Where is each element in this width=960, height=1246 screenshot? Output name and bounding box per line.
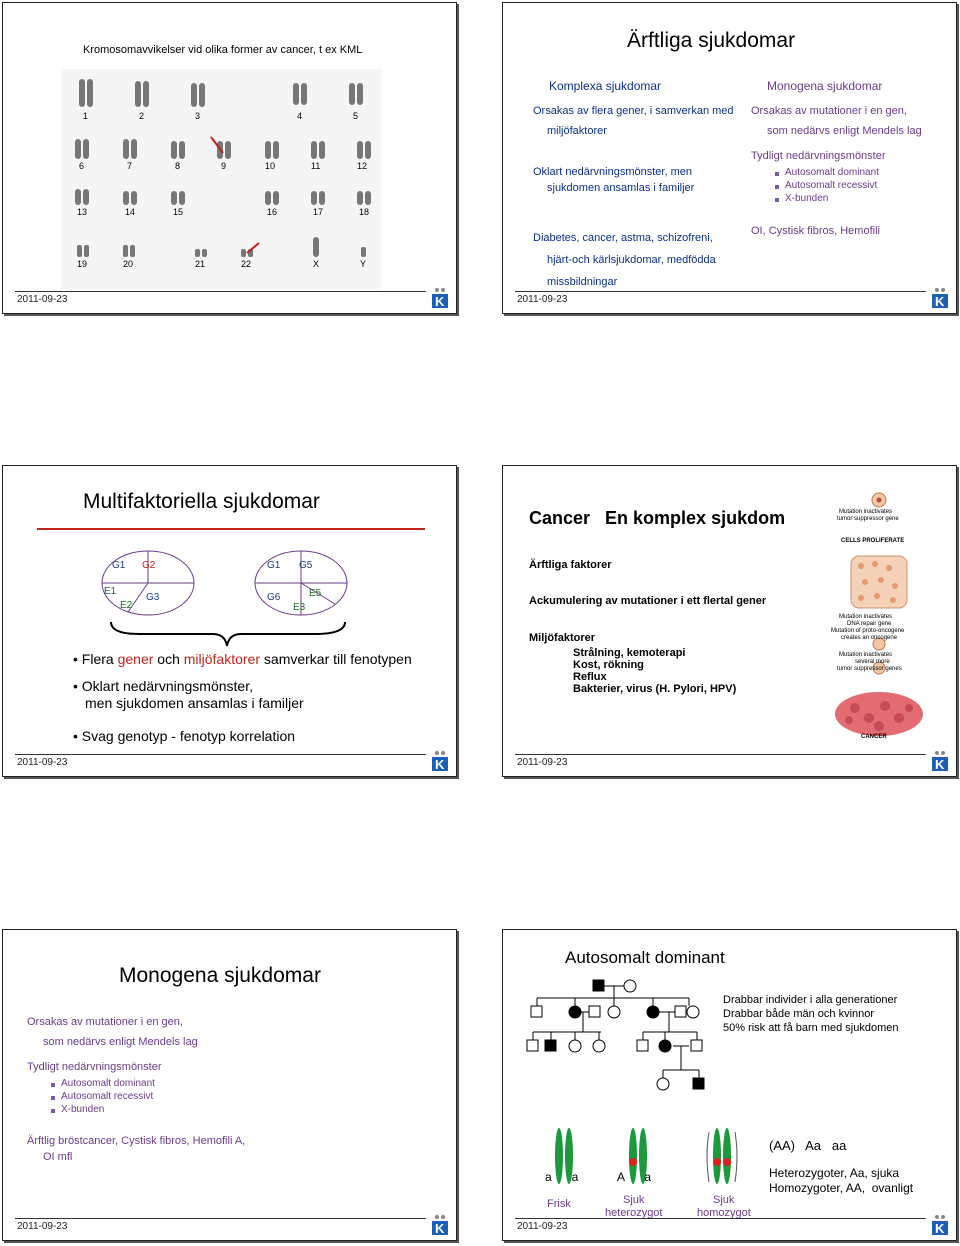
svg-text:K: K — [935, 1221, 945, 1236]
slide-title: Monogena sjukdomar — [119, 964, 321, 987]
right-line: Tydligt nedärvningsmönster — [751, 150, 886, 162]
footer-line — [15, 291, 426, 292]
slide-monogena — [2, 929, 457, 1241]
k-logo — [430, 1214, 450, 1236]
figure-label: tumor suppressor gene — [837, 516, 899, 522]
karyotype-image — [61, 69, 381, 289]
pie-label: E5 — [309, 588, 322, 599]
alleles-frisk: a a — [545, 1170, 579, 1184]
chrom-label: Y — [360, 259, 367, 269]
left-line: miljöfaktorer — [547, 125, 607, 137]
chrom-label: 19 — [77, 259, 88, 269]
k-logo — [930, 750, 950, 772]
pie-label: G3 — [146, 592, 160, 603]
chrom-label: 17 — [313, 207, 324, 217]
right-line: Orsakas av mutationer i en gen, — [751, 105, 907, 117]
left-heading: Komplexa sjukdomar — [549, 79, 662, 93]
svg-text:K: K — [435, 294, 445, 309]
text: och — [153, 651, 184, 667]
slide-title: Kromosomavvikelser vid olika former av cancer, t ex KML — [83, 44, 363, 56]
alleles-heterozygot: A a — [617, 1170, 652, 1184]
right-line: som nedärvs enligt Mendels lag — [767, 125, 922, 137]
slide-multifaktoriella — [2, 465, 457, 777]
slide-date: 2011-09-23 — [517, 294, 568, 305]
slide-cancer — [502, 465, 957, 777]
text-line: Heterozygoter, Aa, sjuka — [769, 1166, 900, 1180]
text: Flera — [81, 651, 118, 667]
pie-label: E3 — [293, 602, 306, 613]
chrom-label: 4 — [297, 111, 303, 121]
figure-label: tumor suppressor genes — [837, 666, 902, 672]
figure-label: Mutation inactivates — [839, 509, 893, 515]
chrom-label: 3 — [195, 111, 201, 121]
left-line: hjärt-och kärlsjukdomar, medfödda — [547, 254, 716, 266]
figure-label: DNA repair gene — [847, 621, 892, 627]
bullet-1: • Flera gener och miljöfaktorer samverkar till fenotypen — [73, 651, 412, 667]
chrom-label: 12 — [357, 161, 368, 171]
sub-line: X-bunden — [61, 1104, 105, 1115]
chrom-label: 21 — [195, 259, 206, 269]
text: samverkar till fenotypen — [260, 651, 412, 667]
text-line: som nedärvs enligt Mendels lag — [43, 1036, 198, 1048]
text-line: Miljöfaktorer — [529, 632, 596, 644]
slide-date: 2011-09-23 — [517, 757, 568, 768]
text-line: OI mfl — [43, 1151, 73, 1163]
right-examples: OI, Cystisk fibros, Hemofili — [751, 225, 880, 237]
chrom-label: 5 — [353, 111, 359, 121]
text-line: Ackumulering av mutationer i ett flertal gener — [529, 595, 767, 607]
chrom-label: 13 — [77, 207, 88, 217]
text: Svag genotyp - fenotyp korrelation — [81, 728, 296, 744]
label-homozygot: homozygot — [697, 1207, 751, 1219]
chrom-label: 2 — [139, 111, 145, 121]
slide-arftliga — [502, 2, 957, 314]
chrom-label: X — [313, 259, 320, 269]
footer-line — [15, 754, 426, 755]
text-line: Kost, rökning — [573, 659, 644, 671]
text-line: Ärftlig bröstcancer, Cystisk fibros, Hemofili A, — [27, 1135, 246, 1147]
figure-label: Mutation inactivates — [839, 652, 893, 658]
pedigree — [513, 974, 713, 1144]
chrom-label: 11 — [311, 161, 321, 171]
slide-date: 2011-09-23 — [17, 294, 68, 305]
chrom-label: 6 — [79, 161, 85, 171]
slide-karyotype — [2, 2, 457, 314]
text-line: Drabbar individer i alla generationer — [723, 994, 898, 1006]
slide-autosomalt-dominant — [502, 929, 957, 1241]
figure-label: creates an oncogene — [841, 635, 898, 641]
bullet-3: • Svag genotyp - fenotyp korrelation — [73, 728, 296, 744]
title-underline — [37, 528, 425, 530]
pie-label: E2 — [120, 600, 133, 611]
chrom-label: 18 — [359, 207, 370, 217]
pie-label: G5 — [299, 560, 313, 571]
text-line: Drabbar både män och kvinnor — [723, 1008, 875, 1020]
chrom-label: 8 — [175, 161, 181, 171]
pie-label: G2 — [142, 560, 156, 571]
figure-label: CELLS PROLIFERATE — [841, 538, 905, 544]
chrom-label: 22 — [241, 259, 252, 269]
k-logo — [430, 750, 450, 772]
slide-title: Multifaktoriella sjukdomar — [83, 490, 320, 513]
text: gener — [117, 651, 154, 667]
slide-date: 2011-09-23 — [17, 1221, 68, 1232]
figure-label: several more — [855, 659, 890, 665]
label-frisk: Frisk — [547, 1198, 571, 1210]
left-line: Diabetes, cancer, astma, schizofreni, — [533, 232, 713, 244]
left-line: sjukdomen ansamlas i familjer — [547, 182, 695, 194]
svg-text:K: K — [935, 294, 945, 309]
figure-label: Mutation of proto-oncogene — [831, 628, 905, 634]
genotypes: (AA) Aa aa — [769, 1138, 847, 1153]
svg-text:K: K — [935, 757, 945, 772]
chrom-label: 9 — [221, 161, 227, 171]
curly-brace — [109, 620, 349, 650]
text-line: Ärftliga faktorer — [529, 559, 612, 571]
svg-text:K: K — [435, 1221, 445, 1236]
text-line: Tydligt nedärvningsmönster — [27, 1061, 162, 1073]
pie-label: G6 — [267, 592, 281, 603]
footer-line — [515, 1218, 926, 1219]
label-sjuk: Sjuk — [623, 1194, 645, 1206]
footer-line — [515, 754, 926, 755]
text-line: 50% risk att få barn med sjukdomen — [723, 1022, 899, 1034]
figure-label: Mutation inactivates — [839, 614, 893, 620]
chrom-label: 16 — [267, 207, 278, 217]
footer-line — [15, 1218, 426, 1219]
slide-date: 2011-09-23 — [17, 757, 68, 768]
sub-line: Autosomalt dominant — [61, 1078, 155, 1089]
text-line: Strålning, kemoterapi — [573, 647, 686, 659]
text-line: Bakterier, virus (H. Pylori, HPV) — [573, 683, 737, 695]
slide-title: Autosomalt dominant — [565, 948, 725, 967]
text: Oklart nedärvningsmönster, — [81, 678, 253, 694]
left-line: missbildningar — [547, 276, 618, 288]
pie-label: G1 — [267, 560, 281, 571]
text: miljöfaktorer — [183, 651, 261, 667]
label-sjuk: Sjuk — [713, 1194, 735, 1206]
bullet-2-cont: men sjukdomen ansamlas i familjer — [85, 695, 304, 711]
cancer-figure — [825, 492, 935, 744]
k-logo — [430, 287, 450, 309]
svg-text:K: K — [435, 757, 445, 772]
bullet-2: • Oklart nedärvningsmönster, — [73, 678, 253, 694]
chrom-label: 10 — [265, 161, 276, 171]
left-line: Oklart nedärvningsmönster, men — [533, 166, 692, 178]
figure-label: CANCER — [861, 734, 887, 740]
right-heading: Monogena sjukdomar — [767, 79, 883, 93]
text-line: Orsakas av mutationer i en gen, — [27, 1016, 183, 1028]
k-logo — [930, 287, 950, 309]
left-line: Orsakas av flera gener, i samverkan med — [533, 105, 734, 117]
footer-line — [515, 291, 926, 292]
label-heterozygot: heterozygot — [605, 1207, 663, 1219]
chrom-label: 1 — [83, 111, 89, 121]
chrom-label: 7 — [127, 161, 133, 171]
pie-label: E1 — [104, 586, 117, 597]
pie-label: G1 — [112, 560, 126, 571]
sub-line: Autosomalt recessivt — [61, 1091, 154, 1102]
right-sub: X-bunden — [785, 193, 829, 204]
k-logo — [930, 1214, 950, 1236]
chrom-label: 14 — [125, 207, 136, 217]
text-line: Reflux — [573, 671, 607, 683]
pie-left — [98, 548, 198, 618]
slide-date: 2011-09-23 — [517, 1221, 568, 1232]
text-line: Homozygoter, AA, ovanligt — [769, 1181, 914, 1195]
slide-title: Cancer En komplex sjukdom — [529, 508, 786, 528]
right-sub: Autosomalt recessivt — [785, 180, 878, 191]
right-sub: Autosomalt dominant — [785, 167, 879, 178]
slide-title: Ärftliga sjukdomar — [627, 29, 796, 52]
chrom-label: 20 — [123, 259, 134, 269]
pie-right — [251, 548, 351, 618]
chrom-label: 15 — [173, 207, 184, 217]
